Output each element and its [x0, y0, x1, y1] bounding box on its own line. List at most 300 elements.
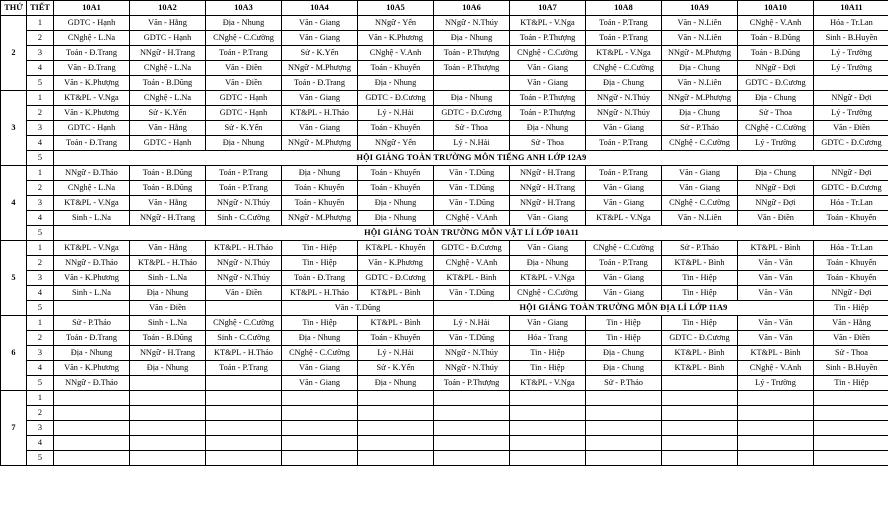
- lesson-cell[interactable]: Văn - Giang: [662, 181, 738, 196]
- lesson-cell[interactable]: CNghệ - C.Cường: [586, 241, 662, 256]
- lesson-cell[interactable]: Văn - Hằng: [130, 121, 206, 136]
- lesson-cell[interactable]: KT&PL - Khuyến: [358, 241, 434, 256]
- lesson-cell[interactable]: KT&PL - V.Nga: [54, 241, 130, 256]
- lesson-cell[interactable]: [282, 406, 358, 421]
- lesson-cell[interactable]: Toán - B.Dũng: [130, 76, 206, 91]
- lesson-cell[interactable]: Tin - Hiệp: [662, 316, 738, 331]
- lesson-cell[interactable]: Văn - Hằng: [130, 16, 206, 31]
- lesson-cell[interactable]: Văn - Giang: [282, 121, 358, 136]
- lesson-cell[interactable]: GDTC - Hạnh: [54, 16, 130, 31]
- lesson-cell[interactable]: Toán - Khuyến: [358, 181, 434, 196]
- lesson-cell[interactable]: [206, 421, 282, 436]
- lesson-cell[interactable]: NNgữ - H.Trang: [510, 181, 586, 196]
- lesson-cell[interactable]: Địa - Nhung: [130, 286, 206, 301]
- lesson-cell[interactable]: Văn - K.Phương: [54, 361, 130, 376]
- lesson-cell[interactable]: NNgữ - Đ.Thảo: [54, 256, 130, 271]
- lesson-cell[interactable]: Văn - K.Phương: [54, 106, 130, 121]
- lesson-cell[interactable]: CNghệ - C.Cường: [662, 136, 738, 151]
- lesson-cell[interactable]: Văn - Giang: [510, 316, 586, 331]
- lesson-cell[interactable]: Địa - Chung: [586, 361, 662, 376]
- lesson-cell[interactable]: NNgữ - M.Phượng: [282, 211, 358, 226]
- lesson-cell[interactable]: Hóa - Tr.Lan: [814, 16, 888, 31]
- lesson-cell[interactable]: Văn - Giang: [510, 61, 586, 76]
- lesson-cell[interactable]: NNgữ - N.Thúy: [434, 361, 510, 376]
- lesson-cell[interactable]: GDTC - Đ.Cương: [358, 91, 434, 106]
- lesson-cell[interactable]: Văn - Giang: [586, 121, 662, 136]
- lesson-cell[interactable]: Lý - N.Hải: [358, 346, 434, 361]
- lesson-cell[interactable]: GDTC - Hạnh: [206, 91, 282, 106]
- lesson-cell[interactable]: Sử - Thoa: [510, 136, 586, 151]
- lesson-cell[interactable]: [282, 451, 358, 466]
- lesson-cell[interactable]: [434, 391, 510, 406]
- lesson-cell[interactable]: [586, 421, 662, 436]
- lesson-cell[interactable]: [586, 406, 662, 421]
- lesson-cell[interactable]: Tin - Hiệp: [510, 361, 586, 376]
- lesson-cell[interactable]: GDTC - Đ.Cương: [814, 181, 888, 196]
- lesson-cell[interactable]: Toán - P.Thượng: [510, 106, 586, 121]
- lesson-cell[interactable]: Toán - Khuyến: [814, 211, 888, 226]
- lesson-cell[interactable]: [54, 436, 130, 451]
- lesson-cell[interactable]: Toán - Khuyến: [282, 196, 358, 211]
- lesson-cell[interactable]: Văn - T.Dũng: [434, 181, 510, 196]
- lesson-cell[interactable]: NNgữ - H.Trang: [510, 166, 586, 181]
- lesson-cell[interactable]: NNgữ - M.Phượng: [282, 136, 358, 151]
- lesson-cell[interactable]: [206, 391, 282, 406]
- lesson-cell[interactable]: Toán - Đ.Trang: [54, 136, 130, 151]
- lesson-cell[interactable]: Toán - Khuyến: [358, 61, 434, 76]
- lesson-cell[interactable]: CNghệ - C.Cường: [206, 31, 282, 46]
- lesson-cell[interactable]: Tin - Hiệp: [586, 331, 662, 346]
- lesson-cell[interactable]: CNghệ - C.Cường: [510, 46, 586, 61]
- lesson-cell[interactable]: [510, 391, 586, 406]
- lesson-cell[interactable]: KT&PL - H.Thảo: [282, 106, 358, 121]
- lesson-cell[interactable]: Địa - Chung: [662, 106, 738, 121]
- lesson-cell[interactable]: Văn - Giang: [510, 241, 586, 256]
- lesson-cell[interactable]: KT&PL - Bình: [358, 286, 434, 301]
- lesson-cell[interactable]: KT&PL - V.Nga: [510, 271, 586, 286]
- lesson-cell[interactable]: Tin - Hiệp: [814, 376, 888, 391]
- lesson-cell[interactable]: Sinh - L.Na: [54, 286, 130, 301]
- lesson-cell[interactable]: [662, 376, 738, 391]
- lesson-cell[interactable]: [814, 406, 888, 421]
- lesson-cell[interactable]: Sử - Thoa: [738, 106, 814, 121]
- lesson-cell[interactable]: Toán - Khuyến: [282, 181, 358, 196]
- lesson-cell[interactable]: Địa - Chung: [586, 76, 662, 91]
- lesson-cell[interactable]: Toán - Đ.Trang: [282, 271, 358, 286]
- lesson-cell[interactable]: NNgữ - H.Trang: [130, 46, 206, 61]
- lesson-cell[interactable]: Toán - Khuyến: [358, 121, 434, 136]
- lesson-cell[interactable]: Toán - P.Trang: [586, 31, 662, 46]
- lesson-cell[interactable]: Hóa - Tr.Lan: [814, 241, 888, 256]
- lesson-cell[interactable]: CNghệ - C.Cường: [738, 121, 814, 136]
- lesson-cell[interactable]: CNghệ - C.Cường: [282, 346, 358, 361]
- lesson-cell[interactable]: Văn - K.Phương: [54, 271, 130, 286]
- lesson-cell[interactable]: [358, 436, 434, 451]
- lesson-cell[interactable]: Địa - Nhung: [510, 256, 586, 271]
- lesson-cell[interactable]: [662, 406, 738, 421]
- lesson-cell[interactable]: Văn - Giang: [662, 166, 738, 181]
- lesson-cell[interactable]: Sử - K.Yến: [282, 46, 358, 61]
- lesson-cell[interactable]: NNgữ - M.Phượng: [662, 46, 738, 61]
- lesson-cell[interactable]: Toán - Đ.Trang: [282, 76, 358, 91]
- lesson-cell[interactable]: [206, 376, 282, 391]
- lesson-cell[interactable]: NNgữ - H.Trang: [510, 196, 586, 211]
- lesson-cell[interactable]: KT&PL - V.Nga: [54, 91, 130, 106]
- lesson-cell[interactable]: Toán - B.Dũng: [130, 181, 206, 196]
- lesson-cell[interactable]: Văn - N.Liên: [662, 31, 738, 46]
- lesson-cell[interactable]: GDTC - Đ.Cương: [738, 76, 814, 91]
- lesson-cell[interactable]: Văn - Giang: [282, 91, 358, 106]
- lesson-cell[interactable]: Văn - Giang: [586, 271, 662, 286]
- lesson-cell[interactable]: [206, 301, 282, 316]
- lesson-cell[interactable]: GDTC - Đ.Cương: [434, 241, 510, 256]
- lesson-cell[interactable]: GDTC - Hạnh: [54, 121, 130, 136]
- lesson-cell[interactable]: Sinh - C.Cường: [206, 211, 282, 226]
- lesson-cell[interactable]: NNgữ - H.Trang: [130, 346, 206, 361]
- lesson-cell[interactable]: [206, 436, 282, 451]
- lesson-cell[interactable]: Sử - P.Thảo: [662, 121, 738, 136]
- lesson-cell[interactable]: [54, 406, 130, 421]
- lesson-cell[interactable]: KT&PL - H.Thảo: [282, 286, 358, 301]
- lesson-cell[interactable]: Sinh - L.Na: [54, 211, 130, 226]
- lesson-cell[interactable]: Toán - P.Trang: [586, 136, 662, 151]
- lesson-cell[interactable]: Địa - Nhung: [358, 211, 434, 226]
- lesson-cell[interactable]: KT&PL - Bình: [434, 271, 510, 286]
- lesson-cell[interactable]: GDTC - Hạnh: [206, 106, 282, 121]
- lesson-cell[interactable]: NNgữ - H.Trang: [130, 211, 206, 226]
- lesson-cell[interactable]: CNghệ - C.Cường: [586, 61, 662, 76]
- lesson-cell[interactable]: Văn - T.Dũng: [434, 331, 510, 346]
- lesson-cell[interactable]: [434, 421, 510, 436]
- lesson-cell[interactable]: NNgữ - Yến: [358, 136, 434, 151]
- lesson-cell[interactable]: Văn - T.Dũng: [434, 286, 510, 301]
- lesson-cell[interactable]: Lý - N.Hải: [434, 136, 510, 151]
- lesson-cell[interactable]: NNgữ - N.Thúy: [206, 271, 282, 286]
- lesson-cell[interactable]: Sử - K.Yến: [206, 121, 282, 136]
- lesson-cell[interactable]: KT&PL - Bình: [662, 346, 738, 361]
- lesson-cell[interactable]: Địa - Nhung: [206, 136, 282, 151]
- lesson-cell[interactable]: Địa - Chung: [738, 166, 814, 181]
- lesson-cell[interactable]: NNgữ - M.Phượng: [662, 91, 738, 106]
- lesson-cell[interactable]: Văn - T.Dũng: [282, 301, 434, 316]
- lesson-cell[interactable]: [662, 451, 738, 466]
- lesson-cell[interactable]: Sinh - L.Na: [130, 316, 206, 331]
- lesson-cell[interactable]: Tin - Hiệp: [282, 316, 358, 331]
- lesson-cell[interactable]: Địa - Nhung: [130, 361, 206, 376]
- lesson-cell[interactable]: [130, 451, 206, 466]
- lesson-cell[interactable]: Tin - Hiệp: [586, 316, 662, 331]
- lesson-cell[interactable]: [434, 436, 510, 451]
- lesson-cell[interactable]: Tin - Hiệp: [814, 301, 888, 316]
- lesson-cell[interactable]: NNgữ - N.Thúy: [434, 16, 510, 31]
- lesson-cell[interactable]: CNghệ - V.Anh: [738, 16, 814, 31]
- lesson-cell[interactable]: Văn - Điền: [206, 76, 282, 91]
- lesson-cell[interactable]: Văn - K.Phương: [358, 256, 434, 271]
- lesson-cell[interactable]: [510, 406, 586, 421]
- lesson-cell[interactable]: Văn - Điền: [814, 331, 888, 346]
- lesson-cell[interactable]: [586, 451, 662, 466]
- lesson-cell[interactable]: [282, 391, 358, 406]
- lesson-cell[interactable]: NNgữ - Đ.Thảo: [54, 376, 130, 391]
- lesson-cell[interactable]: [54, 421, 130, 436]
- lesson-cell[interactable]: GDTC - Đ.Cương: [358, 271, 434, 286]
- lesson-cell[interactable]: GDTC - Đ.Cương: [662, 331, 738, 346]
- lesson-cell[interactable]: Địa - Nhung: [206, 16, 282, 31]
- lesson-cell[interactable]: Địa - Nhung: [282, 166, 358, 181]
- lesson-cell[interactable]: Lý - Trường: [814, 106, 888, 121]
- lesson-cell[interactable]: Hóa - Tr.Lan: [814, 196, 888, 211]
- lesson-cell[interactable]: Địa - Nhung: [54, 346, 130, 361]
- lesson-cell[interactable]: Văn - Hằng: [130, 196, 206, 211]
- lesson-cell[interactable]: Toán - Đ.Trang: [54, 46, 130, 61]
- lesson-cell[interactable]: Văn - T.Dũng: [434, 166, 510, 181]
- lesson-cell[interactable]: Tin - Hiệp: [662, 286, 738, 301]
- lesson-cell[interactable]: Địa - Nhung: [434, 91, 510, 106]
- lesson-cell[interactable]: Văn - Giang: [282, 361, 358, 376]
- lesson-cell[interactable]: Văn - Hằng: [814, 316, 888, 331]
- lesson-cell[interactable]: Địa - Chung: [586, 346, 662, 361]
- lesson-cell[interactable]: Địa - Nhung: [358, 376, 434, 391]
- lesson-cell[interactable]: [130, 391, 206, 406]
- lesson-cell[interactable]: NNgữ - N.Thúy: [434, 346, 510, 361]
- lesson-cell[interactable]: Lý - N.Hải: [358, 106, 434, 121]
- lesson-cell[interactable]: Sử - K.Yến: [130, 106, 206, 121]
- lesson-cell[interactable]: KT&PL - H.Thảo: [130, 256, 206, 271]
- lesson-cell[interactable]: Sinh - B.Huyền: [814, 31, 888, 46]
- lesson-cell[interactable]: [54, 301, 130, 316]
- lesson-cell[interactable]: NNgữ - Đợi: [738, 196, 814, 211]
- lesson-cell[interactable]: Toán - B.Dũng: [738, 31, 814, 46]
- lesson-cell[interactable]: [814, 76, 888, 91]
- lesson-cell[interactable]: [738, 406, 814, 421]
- lesson-cell[interactable]: KT&PL - Bình: [662, 256, 738, 271]
- lesson-cell[interactable]: Sử - Thoa: [434, 121, 510, 136]
- lesson-cell[interactable]: [738, 421, 814, 436]
- lesson-cell[interactable]: NNgữ - N.Thúy: [206, 256, 282, 271]
- lesson-cell[interactable]: Địa - Chung: [738, 91, 814, 106]
- lesson-cell[interactable]: Văn - Điền: [738, 211, 814, 226]
- lesson-cell[interactable]: Văn - Điền: [814, 121, 888, 136]
- lesson-cell[interactable]: [130, 421, 206, 436]
- lesson-cell[interactable]: GDTC - Hạnh: [130, 136, 206, 151]
- lesson-cell[interactable]: NNgữ - N.Thúy: [586, 91, 662, 106]
- lesson-cell[interactable]: Toán - P.Trang: [586, 256, 662, 271]
- lesson-cell[interactable]: CNghệ - V.Anh: [738, 361, 814, 376]
- lesson-cell[interactable]: KT&PL - V.Nga: [510, 376, 586, 391]
- lesson-cell[interactable]: CNghệ - L.Na: [130, 91, 206, 106]
- lesson-cell[interactable]: CNghệ - L.Na: [130, 61, 206, 76]
- lesson-cell[interactable]: Toán - P.Trang: [206, 166, 282, 181]
- lesson-cell[interactable]: [738, 436, 814, 451]
- lesson-cell[interactable]: NNgữ - Đợi: [814, 91, 888, 106]
- lesson-cell[interactable]: Toán - P.Trang: [586, 166, 662, 181]
- lesson-cell[interactable]: KT&PL - V.Nga: [586, 46, 662, 61]
- lesson-cell[interactable]: [662, 436, 738, 451]
- lesson-cell[interactable]: Lý - N.Hải: [434, 316, 510, 331]
- lesson-cell[interactable]: CNghệ - V.Anh: [434, 256, 510, 271]
- lesson-cell[interactable]: [130, 376, 206, 391]
- lesson-cell[interactable]: Văn - Văn: [738, 286, 814, 301]
- lesson-cell[interactable]: Văn - N.Liên: [662, 211, 738, 226]
- lesson-cell[interactable]: Sinh - L.Na: [130, 271, 206, 286]
- lesson-cell[interactable]: Toán - P.Thượng: [434, 61, 510, 76]
- lesson-cell[interactable]: [738, 451, 814, 466]
- lesson-cell[interactable]: [282, 421, 358, 436]
- lesson-cell[interactable]: Toán - P.Thượng: [510, 31, 586, 46]
- lesson-cell[interactable]: Toán - P.Trang: [206, 46, 282, 61]
- lesson-cell[interactable]: [814, 436, 888, 451]
- lesson-cell[interactable]: [814, 451, 888, 466]
- lesson-cell[interactable]: Toán - B.Dũng: [738, 46, 814, 61]
- lesson-cell[interactable]: [130, 436, 206, 451]
- lesson-cell[interactable]: NNgữ - N.Thúy: [206, 196, 282, 211]
- lesson-cell[interactable]: KT&PL - Bình: [358, 316, 434, 331]
- lesson-cell[interactable]: Sử - Thoa: [814, 346, 888, 361]
- lesson-cell[interactable]: Địa - Nhung: [510, 121, 586, 136]
- lesson-cell[interactable]: Tin - Hiệp: [662, 271, 738, 286]
- lesson-cell[interactable]: NNgữ - Đ.Thảo: [54, 166, 130, 181]
- lesson-cell[interactable]: KT&PL - H.Thảo: [206, 241, 282, 256]
- lesson-cell[interactable]: [510, 436, 586, 451]
- lesson-cell[interactable]: Sử - P.Thảo: [586, 376, 662, 391]
- lesson-cell[interactable]: Tin - Hiệp: [510, 346, 586, 361]
- lesson-cell[interactable]: Văn - Giang: [282, 376, 358, 391]
- lesson-cell[interactable]: NNgữ - Yến: [358, 16, 434, 31]
- lesson-cell[interactable]: [662, 421, 738, 436]
- lesson-cell[interactable]: [434, 406, 510, 421]
- lesson-cell[interactable]: Toán - Đ.Trang: [54, 331, 130, 346]
- lesson-cell[interactable]: Sinh - B.Huyền: [814, 361, 888, 376]
- lesson-cell[interactable]: Toán - Khuyến: [358, 331, 434, 346]
- lesson-cell[interactable]: Lý - Trường: [814, 61, 888, 76]
- lesson-cell[interactable]: CNghệ - V.Anh: [358, 46, 434, 61]
- lesson-cell[interactable]: Văn - Văn: [738, 271, 814, 286]
- lesson-cell[interactable]: [434, 451, 510, 466]
- lesson-cell[interactable]: Sử - P.Thảo: [662, 241, 738, 256]
- lesson-cell[interactable]: Văn - Giang: [282, 31, 358, 46]
- lesson-cell[interactable]: [738, 391, 814, 406]
- lesson-cell[interactable]: GDTC - Đ.Cương: [814, 136, 888, 151]
- lesson-cell[interactable]: Tin - Hiệp: [282, 256, 358, 271]
- lesson-cell[interactable]: Văn - K.Phượng: [54, 76, 130, 91]
- lesson-cell[interactable]: Sử - P.Thảo: [54, 316, 130, 331]
- lesson-cell[interactable]: Văn - Giang: [586, 181, 662, 196]
- lesson-cell[interactable]: Địa - Nhung: [358, 76, 434, 91]
- lesson-cell[interactable]: CNghệ - C.Cường: [206, 316, 282, 331]
- lesson-cell[interactable]: Văn - Giang: [282, 16, 358, 31]
- lesson-cell[interactable]: NNgữ - Đợi: [738, 181, 814, 196]
- lesson-cell[interactable]: Lý - Trường: [814, 46, 888, 61]
- lesson-cell[interactable]: [358, 391, 434, 406]
- lesson-cell[interactable]: Văn - T.Dũng: [434, 196, 510, 211]
- lesson-cell[interactable]: Văn - Văn: [738, 316, 814, 331]
- lesson-cell[interactable]: [510, 451, 586, 466]
- lesson-cell[interactable]: Toán - Khuyến: [814, 256, 888, 271]
- lesson-cell[interactable]: Toán - B.Dũng: [130, 166, 206, 181]
- lesson-cell[interactable]: KT&PL - H.Thảo: [206, 346, 282, 361]
- lesson-cell[interactable]: Hóa - Trang: [510, 331, 586, 346]
- lesson-cell[interactable]: Lý - Trường: [738, 376, 814, 391]
- lesson-cell[interactable]: Văn - N.Liên: [662, 16, 738, 31]
- lesson-cell[interactable]: [206, 406, 282, 421]
- lesson-cell[interactable]: Văn - Giang: [510, 76, 586, 91]
- lesson-cell[interactable]: Văn - K.Phương: [358, 31, 434, 46]
- lesson-cell[interactable]: Văn - N.Liên: [662, 76, 738, 91]
- lesson-cell[interactable]: NNgữ - Đợi: [814, 166, 888, 181]
- lesson-cell[interactable]: Văn - Điền: [206, 286, 282, 301]
- lesson-cell[interactable]: Địa - Nhung: [434, 31, 510, 46]
- lesson-cell[interactable]: Văn - Đ.Trang: [54, 61, 130, 76]
- lesson-cell[interactable]: [358, 451, 434, 466]
- lesson-cell[interactable]: [814, 391, 888, 406]
- lesson-cell[interactable]: KT&PL - Bình: [738, 241, 814, 256]
- lesson-cell[interactable]: KT&PL - Bình: [738, 346, 814, 361]
- lesson-cell[interactable]: CNghệ - C.Cường: [662, 196, 738, 211]
- lesson-cell[interactable]: [54, 451, 130, 466]
- lesson-cell[interactable]: Văn - Văn: [738, 256, 814, 271]
- lesson-cell[interactable]: Lý - Trường: [738, 136, 814, 151]
- lesson-cell[interactable]: Sử - K.Yến: [358, 361, 434, 376]
- lesson-cell[interactable]: Toán - P.Trang: [586, 16, 662, 31]
- lesson-cell[interactable]: Sinh - C.Cường: [206, 331, 282, 346]
- lesson-cell[interactable]: Văn - Điền: [206, 61, 282, 76]
- lesson-cell[interactable]: [662, 391, 738, 406]
- lesson-cell[interactable]: Địa - Nhung: [358, 196, 434, 211]
- lesson-cell[interactable]: [54, 391, 130, 406]
- lesson-cell[interactable]: Địa - Nhung: [282, 331, 358, 346]
- lesson-cell[interactable]: Văn - Giang: [586, 286, 662, 301]
- lesson-cell[interactable]: Văn - Giang: [586, 196, 662, 211]
- lesson-cell[interactable]: Văn - Văn: [738, 331, 814, 346]
- lesson-cell[interactable]: Địa - Chung: [662, 61, 738, 76]
- lesson-cell[interactable]: Toán - Khuyến: [358, 166, 434, 181]
- lesson-cell[interactable]: Toán - P.Trang: [206, 361, 282, 376]
- lesson-cell[interactable]: Văn - Điền: [130, 301, 206, 316]
- lesson-cell[interactable]: Toán - P.Thượng: [434, 376, 510, 391]
- lesson-cell[interactable]: [510, 421, 586, 436]
- lesson-cell[interactable]: [586, 391, 662, 406]
- lesson-cell[interactable]: [358, 406, 434, 421]
- lesson-cell[interactable]: [282, 436, 358, 451]
- lesson-cell[interactable]: KT&PL - Bình: [662, 361, 738, 376]
- lesson-cell[interactable]: NNgữ - M.Phượng: [282, 61, 358, 76]
- lesson-cell[interactable]: CNghệ - L.Na: [54, 31, 130, 46]
- lesson-cell[interactable]: GDTC - Đ.Cương: [434, 106, 510, 121]
- lesson-cell[interactable]: CNghệ - V.Anh: [434, 211, 510, 226]
- lesson-cell[interactable]: Văn - Giang: [510, 211, 586, 226]
- lesson-cell[interactable]: NNgữ - N.Thúy: [586, 106, 662, 121]
- lesson-cell[interactable]: Toán - P.Thượng: [510, 91, 586, 106]
- lesson-cell[interactable]: CNghệ - C.Cường: [510, 286, 586, 301]
- lesson-cell[interactable]: GDTC - Hạnh: [130, 31, 206, 46]
- lesson-cell[interactable]: KT&PL - V.Nga: [54, 196, 130, 211]
- lesson-cell[interactable]: [130, 406, 206, 421]
- lesson-cell[interactable]: Toán - P.Trang: [206, 181, 282, 196]
- lesson-cell[interactable]: [434, 76, 510, 91]
- lesson-cell[interactable]: [358, 421, 434, 436]
- lesson-cell[interactable]: [586, 436, 662, 451]
- lesson-cell[interactable]: CNghệ - L.Na: [54, 181, 130, 196]
- lesson-cell[interactable]: NNgữ - Đợi: [814, 286, 888, 301]
- lesson-cell[interactable]: Toán - Khuyến: [814, 271, 888, 286]
- lesson-cell[interactable]: Tin - Hiệp: [282, 241, 358, 256]
- lesson-cell[interactable]: [814, 421, 888, 436]
- lesson-cell[interactable]: KT&PL - V.Nga: [586, 211, 662, 226]
- lesson-cell[interactable]: Toán - B.Dũng: [130, 331, 206, 346]
- lesson-cell[interactable]: KT&PL - V.Nga: [510, 16, 586, 31]
- lesson-cell[interactable]: NNgữ - Đợi: [738, 61, 814, 76]
- lesson-cell[interactable]: [206, 451, 282, 466]
